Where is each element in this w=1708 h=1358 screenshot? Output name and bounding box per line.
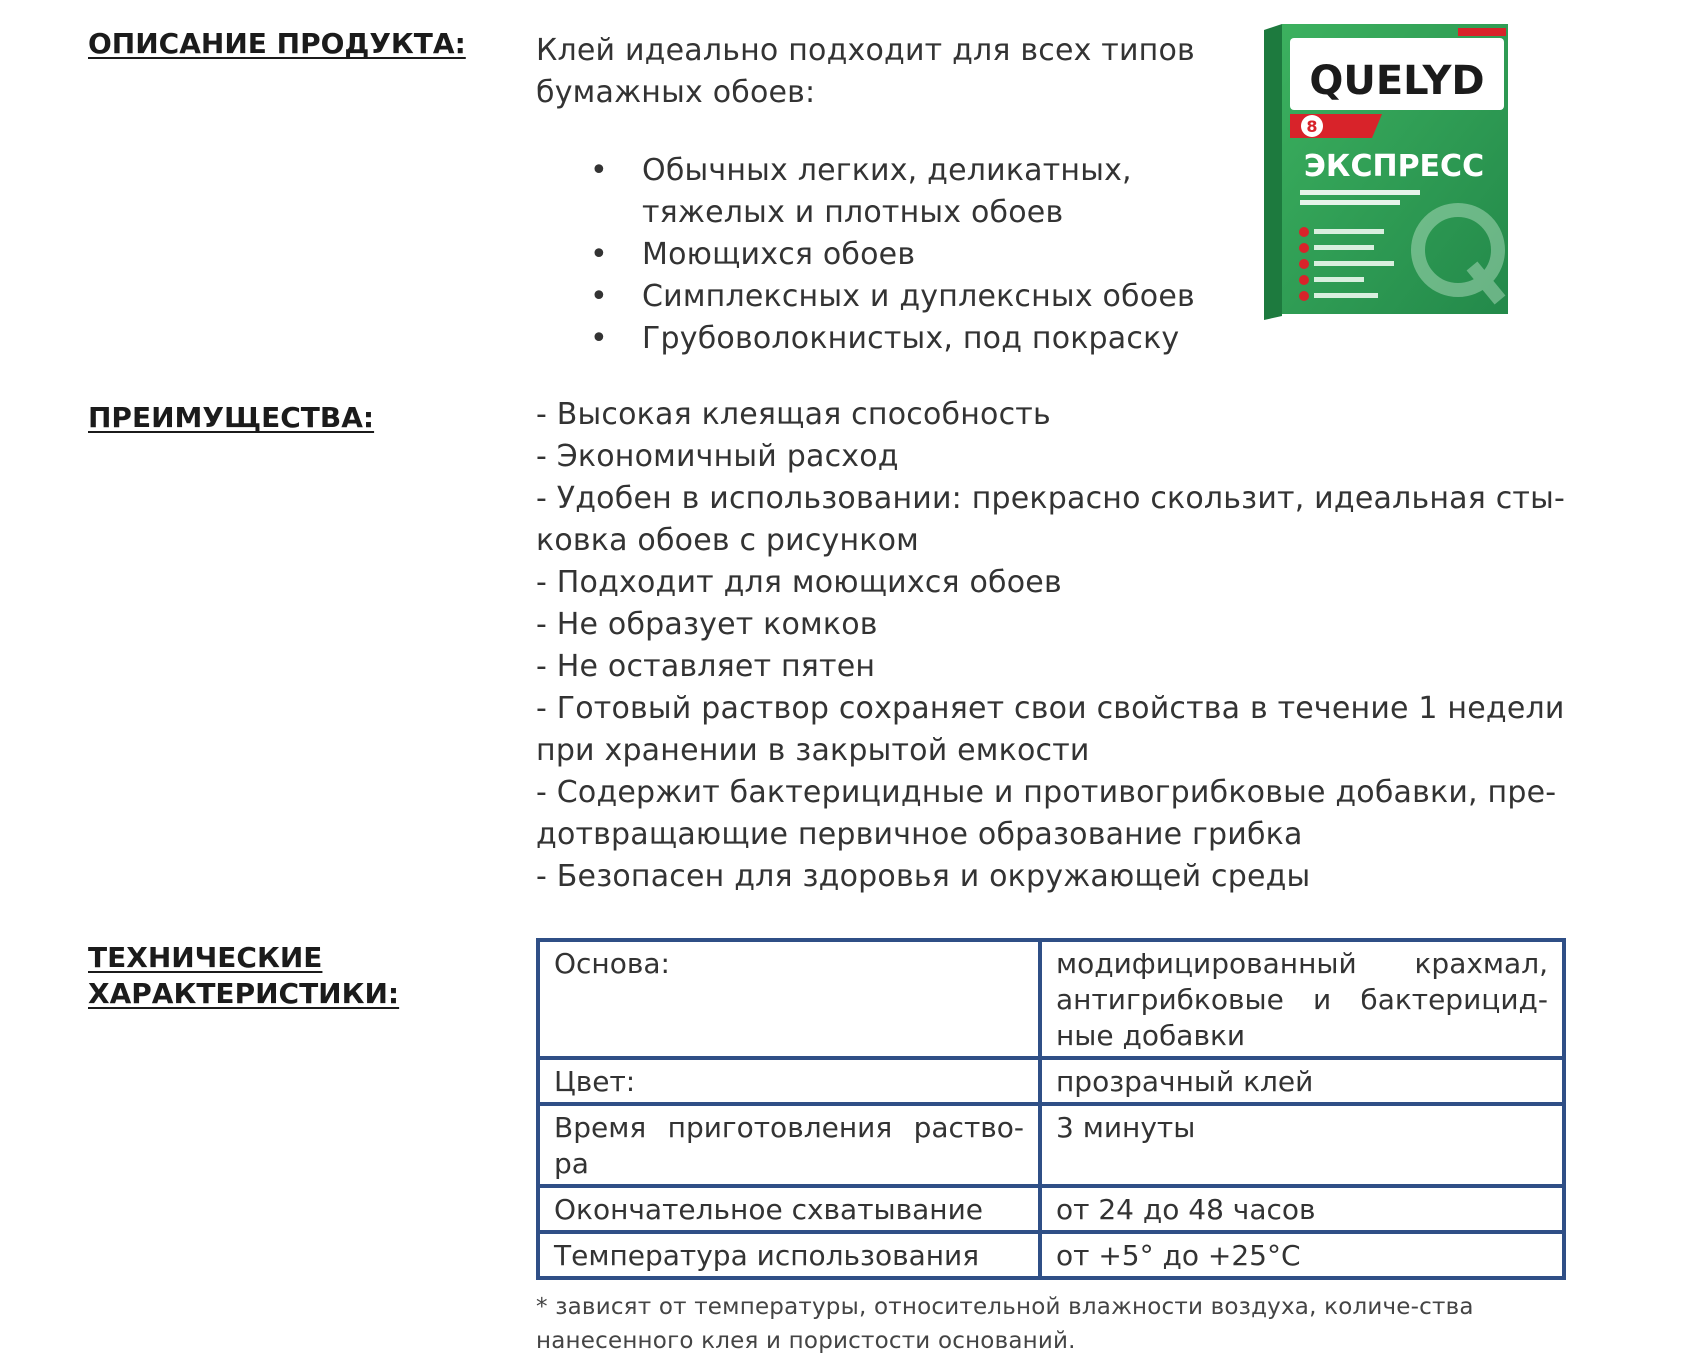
box-small-text <box>1300 190 1420 195</box>
bullet-icon: • <box>590 153 608 188</box>
description-intro-line: Клей идеально подходит для всех типов <box>536 33 1195 68</box>
spec-value: модифицированный крахмал, антигрибковые и бактерицид-ные добавки <box>1040 940 1564 1058</box>
advantage-line: дотвращающие первичное образование грибка <box>536 817 1303 852</box>
badge-number: 8 <box>1306 117 1318 136</box>
description-label: ОПИСАНИЕ ПРОДУКТА: <box>88 27 466 60</box>
list-item <box>576 276 1256 318</box>
description-intro-line: бумажных обоев: <box>536 75 816 110</box>
specs-label-line: ХАРАКТЕРИСТИКИ: <box>88 977 400 1010</box>
advantage-line: ковка обоев с рисунком <box>536 523 920 558</box>
spec-value: прозрачный клей <box>1040 1058 1564 1104</box>
box-side-face <box>1264 24 1282 320</box>
list-item <box>576 234 1256 276</box>
advantages-list <box>536 394 1566 898</box>
list-item-text: Моющихся обоев <box>642 237 916 272</box>
advantage-line: - Подходит для моющихся обоев <box>536 565 1062 600</box>
product-name-text: ЭКСПРЕСС <box>1303 149 1485 184</box>
advantage-line: - Содержит бактерицидные и противогрибковые добавки, пре- <box>536 775 1557 810</box>
specs-label-line: ТЕХНИЧЕСКИЕ <box>88 941 323 974</box>
table-row <box>538 940 1564 1058</box>
table-row <box>538 1058 1564 1104</box>
spec-key: Окончательное схватывание <box>538 1186 1040 1232</box>
bullet-icon: • <box>590 237 608 272</box>
specs-label <box>88 940 399 1012</box>
spec-key: Температура использования <box>538 1232 1040 1278</box>
advantage-line: - Высокая клеящая способность <box>536 397 1051 432</box>
list-item-text: Грубоволокнистых, под покраску <box>642 321 1180 356</box>
advantage-line: - Не образует комков <box>536 607 878 642</box>
bullet-icon: • <box>590 321 608 356</box>
spec-value: от +5° до +25°С <box>1040 1232 1564 1278</box>
table-row <box>538 1104 1564 1186</box>
spec-value: от 24 до 48 часов <box>1040 1186 1564 1232</box>
spec-key: Цвет: <box>538 1058 1040 1104</box>
advantage-line: - Экономичный расход <box>536 439 899 474</box>
list-item <box>576 318 1256 360</box>
box-small-text <box>1300 200 1400 205</box>
advantage-line: - Безопасен для здоровья и окружающей среды <box>536 859 1311 894</box>
brand-strip <box>1458 28 1506 36</box>
specs-table <box>536 938 1566 1280</box>
description-intro <box>536 30 1236 114</box>
advantage-line: - Не оставляет пятен <box>536 649 876 684</box>
list-item-text: Обычных легких, деликатных, <box>642 153 1132 188</box>
bullet-icon: • <box>590 279 608 314</box>
spec-key: Время приготовления раство-ра <box>538 1104 1040 1186</box>
brand-logo-text: QUELYD <box>1309 58 1485 104</box>
list-item <box>576 150 1256 234</box>
list-item-text: тяжелых и плотных обоев <box>642 195 1064 230</box>
advantage-line: - Удобен в использовании: прекрасно скользит, идеальная сты- <box>536 481 1565 516</box>
spec-key: Основа: <box>538 940 1040 1058</box>
footnote: * зависят от температуры, относительной влажности воздуха, количе-ства нанесенного клея и пористости оснований. <box>536 1294 1474 1354</box>
advantage-line: при хранении в закрытой емкости <box>536 733 1090 768</box>
product-package-image <box>1262 20 1512 320</box>
wallpaper-types-list <box>576 150 1256 360</box>
advantage-line: - Готовый раствор сохраняет свои свойства в течение 1 недели <box>536 691 1565 726</box>
spec-value: 3 минуты <box>1040 1104 1564 1186</box>
table-row <box>538 1232 1564 1278</box>
list-item-text: Симплексных и дуплексных обоев <box>642 279 1195 314</box>
table-row <box>538 1186 1564 1232</box>
advantages-label: ПРЕИМУЩЕСТВА: <box>88 401 375 434</box>
